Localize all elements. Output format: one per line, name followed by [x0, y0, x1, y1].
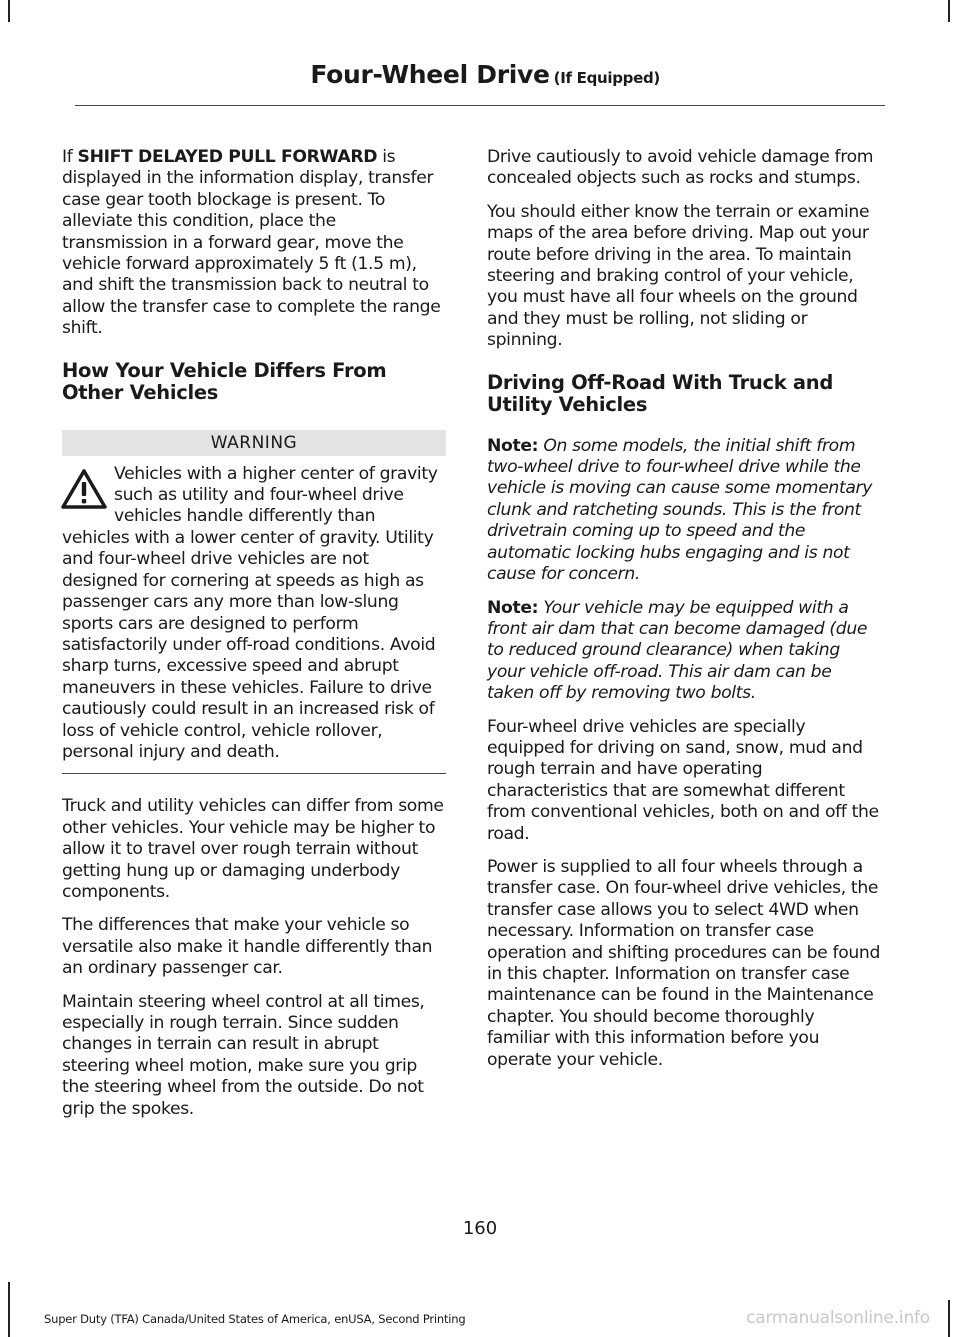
note-label: Note:: [487, 597, 539, 618]
body-paragraph: Maintain steering wheel control at all times, especially in rough terrain. Since sudden changes in terrain can result in abrupt steering wheel motion, make sure you grip the steering wheel from the outside. Do not grip the spokes.: [62, 991, 425, 1119]
header-title: Four-Wheel Drive: [310, 60, 550, 89]
intro-prefix: If: [62, 147, 78, 167]
right-column: [487, 147, 881, 1083]
note-paragraph: [487, 598, 881, 705]
left-column: [62, 147, 446, 1132]
warning-label: WARNING: [62, 430, 446, 456]
body-paragraph: Drive cautiously to avoid vehicle damage from concealed objects such as rocks and stumps.: [487, 147, 874, 189]
page-number: 160: [462, 1218, 498, 1239]
header-rule: [75, 105, 885, 106]
crop-mark-top-left: [8, 0, 10, 22]
note-label: Note:: [487, 435, 539, 456]
body-paragraph: Power is supplied to all four wheels through a transfer case. On four-wheel drive vehicles, the transfer case allows you to select 4WD when necessary. Information on transfer case operation and shifting procedures can be found in this chapter. Information on transfer case maintenance can be found in the Maintenance chapter. You should become thoroughly familiar with this information before you operate your vehicle.: [487, 856, 881, 1070]
intro-paragraph: [62, 147, 446, 340]
footer-text: Super Duty (TFA) Canada/United States of America, enUSA, Second Printing: [44, 1312, 466, 1326]
section-heading: Driving Off-Road With Truck and Utility Vehicles: [487, 370, 833, 416]
body-paragraph: The differences that make your vehicle so versatile also make it handle differently than an ordinary passenger car.: [62, 915, 433, 979]
crop-mark-bottom-left: [8, 1282, 10, 1337]
crop-mark-bottom-right: [948, 1300, 950, 1337]
warning-end-rule: [62, 773, 446, 774]
warning-triangle-icon: [60, 468, 108, 510]
body-paragraph: Four-wheel drive vehicles are specially equipped for driving on sand, snow, mud and rough terrain and have operating characteristics that are somewhat different from conventional vehicles, both on and off the road.: [487, 716, 879, 844]
note-text: On some models, the initial shift from two-wheel drive to four-wheel drive while the vehicle is moving can cause some momentary clunk and ratcheting sounds. This is the front drivetrain coming up to speed and the automatic locking hubs engaging and is not cause for concern.: [487, 435, 873, 585]
warning-box: [62, 464, 446, 764]
watermark: carmanualsonline.info: [746, 1308, 930, 1328]
note-text: Your vehicle may be equipped with a front air dam that can become damaged (due to reduced ground clearance) when taking your vehicle off-road. This air dam can be taken off by removing two bolts.: [487, 597, 868, 704]
body-paragraph: You should either know the terrain or examine maps of the area before driving. Map out your route before driving in the area. To maintain steering and braking control of your vehicle, you must have all four wheels on the ground and they must be rolling, not sliding or spinning.: [487, 201, 870, 351]
page-header: [310, 60, 660, 89]
body-paragraph: Truck and utility vehicles can differ from some other vehicles. Your vehicle may be higher to allow it to travel over rough terrain without getting hung up or damaging underbody components.: [62, 796, 444, 902]
section-heading: How Your Vehicle Differs From Other Vehicles: [62, 358, 387, 404]
warning-text: Vehicles with a higher center of gravity such as utility and four-wheel drive vehicles handle differently than vehicles with a lower center of gravity. Utility and four-wheel drive vehicles are not designed for cornering at speeds as high as passenger cars any more than low-slung sports cars are designed to perform satisfactorily under off-road conditions. Avoid sharp turns, excessive speed and abrupt maneuvers in these vehicles. Failure to drive cautiously could result in an increased risk of loss of vehicle control, vehicle rollover, personal injury and death.: [62, 463, 438, 762]
crop-mark-top-right: [948, 0, 950, 22]
note-paragraph: [487, 436, 881, 586]
intro-rest: is displayed in the information display, transfer case gear tooth blockage is present. To alleviate this condition, place the transmission in a forward gear, move the vehicle forward approximately 5 ft (1.5 m), and shift the transmission back to neutral to allow the transfer case to complete the range shift.: [62, 147, 441, 339]
message-text: SHIFT DELAYED PULL FORWARD: [77, 147, 378, 167]
header-subtitle: (If Equipped): [553, 69, 660, 87]
